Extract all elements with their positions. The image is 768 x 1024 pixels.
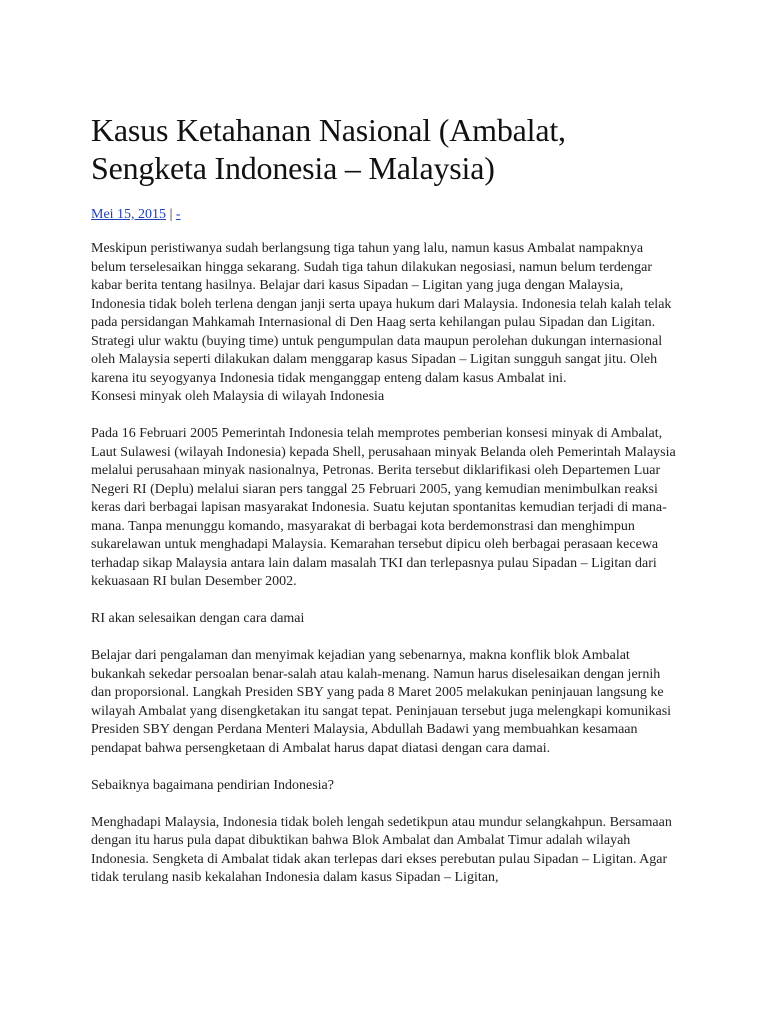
article-meta xyxy=(91,206,680,224)
article-body xyxy=(91,240,680,888)
paragraph-pendirian: Menghadapi Malaysia, Indonesia tidak boleh lengah sedetikpun atau mundur selangkahpun. Bersamaan dengan itu harus pula dapat dibuktikan bahwa Blok Ambalat dan Ambalat Timur adalah wilayah Indonesia. Sengketa di Ambalat tidak akan terlepas dari ekses perebutan pulau Sipadan – Ligitan. Agar tidak terulang nasib kekalahan Indonesia dalam kasus Sipadan – Ligitan, xyxy=(91,814,672,885)
meta-separator: | xyxy=(166,207,176,222)
paragraph-damai: Belajar dari pengalaman dan menyimak kejadian yang sebenarnya, makna konflik blok Ambalat bukankah sekedar persoalan benar-salah atau kalah-menang. Namun harus diselesaikan dengan jernih dan proporsional. Langkah Presiden SBY yang pada 8 Maret 2005 melakukan peninjauan langsung ke wilayah Ambalat yang disengketakan itu sangat tepat. Peninjauan tersebut juga melengkapi komunikasi Presiden SBY dengan Perdana Menteri Malaysia, Abdullah Badawi yang membuahkan kesamaan pendapat bahwa persengketaan di Ambalat harus dapat diatasi dengan cara damai. xyxy=(91,648,672,756)
article-title: Kasus Ketahanan Nasional (Ambalat, Sengketa Indonesia – Malaysia) xyxy=(91,112,566,186)
section-heading-konsesi: Konsesi minyak oleh Malaysia di wilayah Indonesia xyxy=(91,389,385,404)
paragraph-intro: Meskipun peristiwanya sudah berlangsung tiga tahun yang lalu, namun kasus Ambalat nampaknya belum terselesaikan hingga sekarang. Sudah tiga tahun dilakukan negosiasi, namun belum terdengar kabar berita tentang hasilnya. Belajar dari kasus Sipadan – Ligitan yang juga dengan Malaysia, Indonesia tidak boleh terlena dengan janji serta upaya hukum dari Malaysia. Indonesia telah kalah telak pada persidangan Mahkamah Internasional di Den Haag serta kehilangan pulau Sipadan dan Ligitan. Strategi ulur waktu (buying time) untuk pengumpulan data maupun perolehan dukungan internasional oleh Malaysia seperti dilakukan dalam menggarap kasus Sipadan – Ligitan sungguh sangat jitu. Oleh karena itu seyogyanya Indonesia tidak menganggap enteng dalam kasus Ambalat ini. xyxy=(91,241,672,386)
date-link[interactable]: Mei 15, 2015 xyxy=(91,207,167,222)
section-heading-pendirian: Sebaiknya bagaimana pendirian Indonesia? xyxy=(91,777,334,793)
author-link[interactable]: - xyxy=(175,207,181,222)
section-heading-damai: RI akan selesaikan dengan cara damai xyxy=(91,611,305,626)
paragraph-konsesi: Pada 16 Februari 2005 Pemerintah Indonesia telah memprotes pemberian konsesi minyak di Ambalat, Laut Sulawesi (wilayah Indonesia) kepada Shell, perusahaan minyak Belanda oleh Pemerintah Malaysia melalui perusahaan minyak nasionalnya, Petronas. Berita tersebut diklarifikasi oleh Departemen Luar Negeri RI (Deplu) melalui siaran pers tanggal 25 Februari 2005, yang kemudian menimbulkan reaksi keras dari berbagai lapisan masyarakat Indonesia. Suatu kejutan spontanitas kemudian terjadi di mana-mana. Tanpa menunggu komando, masyarakat di berbagai kota berdemonstrasi dan menghimpun sukarelawan untuk menghadapi Malaysia. Kemarahan tersebut dipicu oleh berbagai perasaan kecewa terhadap sikap Malaysia antara lain dalam masalah TKI dan terlepasnya pulau Sipadan – Ligitan dari kekuasaan RI bulan Desember 2002. xyxy=(91,426,676,589)
